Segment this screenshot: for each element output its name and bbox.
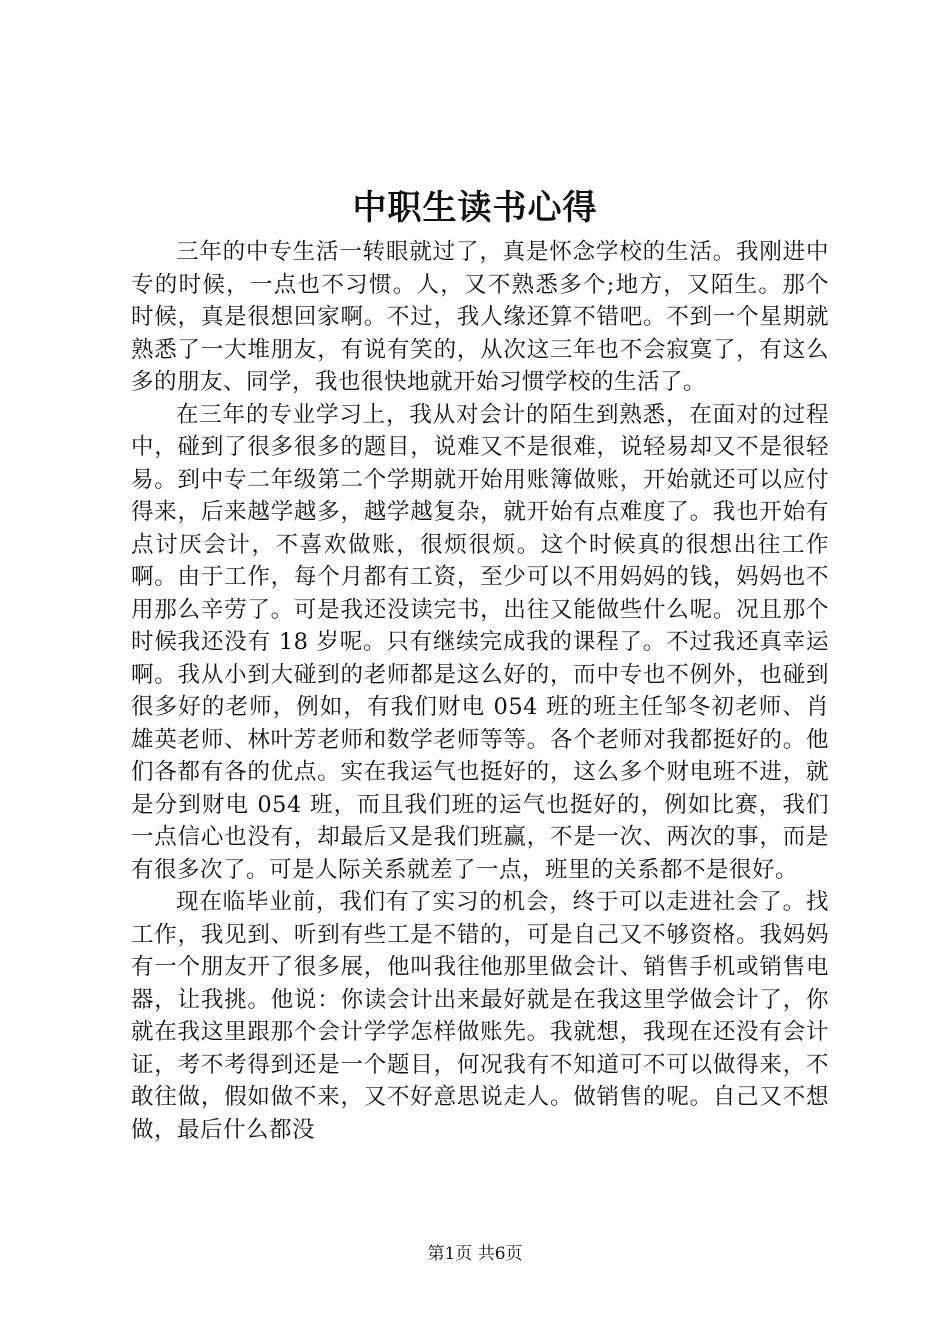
paragraph: 在三年的专业学习上，我从对会计的陌生到熟悉，在面对的过程中，碰到了很多很多的题目，说难又不是很难，说轻易却又不是很轻易。到中专二年级第二个学期就开始用账簿做账，开始就还可以应付得来，后来越学越多，越学越复杂，就开始有点难度了。我也开始有点讨厌会计，不喜欢做账，很烦很烦。这个时候真的很想出往工作啊。由于工作，每个月都有工资，至少可以不用妈妈的钱，妈妈也不用那么辛劳了。可是我还没读完书，出往又能做些什么呢。况且那个时候我还没有 18 岁呢。只有继续完成我的课程了。不过我还真幸运啊。我从小到大碰到的老师都是这么好的，而中专也不例外，也碰到很多好的老师，例如，有我们财电 054 班的班主任邹冬初老师、肖雄英老师、林叶芳老师和数学老师等等。各个老师对我都挺好的。他们各都有各的优点。实在我运气也挺好的，这么多个财电班不进，就是分到财电 054 班，而且我们班的运气也挺好的，例如比赛，我们一点信心也没有，却最后又是我们班赢，不是一次、两次的事，而是有很多次了。可是人际关系就差了一点，班里的关系都不是很好。	[131, 401, 829, 883]
document-title: 中职生读书心得	[352, 188, 598, 228]
paragraph: 三年的中专生活一转眼就过了，真是怀念学校的生活。我刚进中专的时候，一点也不习惯。人，又不熟悉多个;地方，又陌生。那个时候，真是很想回家啊。不过，我人缘还算不错吧。不到一个星期就熟悉了一大堆朋友，有说有笑的，从次这三年也不会寂寞了，有这么多的朋友、同学，我也很快地就开始习惯学校的生活了。	[131, 239, 829, 395]
document-body	[131, 236, 829, 1146]
paragraph: 现在临毕业前，我们有了实习的机会，终于可以走进社会了。找工作，我见到、听到有些工是不错的，可是自己又不够资格。我妈妈有一个朋友开了很多展，他叫我往他那里做会计、销售手机或销售电器，让我挑。他说：你读会计出来最好就是在我这里学做会计了，你就在我这里跟那个会计学学怎样做账先。我就想，我现在还没有会计证，考不考得到还是一个题目，何况我有不知道可不可以做得来，不敢往做，假如做不来，又不好意思说走人。做销售的呢。自己又不想做，最后什么都没	[131, 889, 829, 1143]
page-footer: 第1页 共6页	[427, 1244, 523, 1264]
